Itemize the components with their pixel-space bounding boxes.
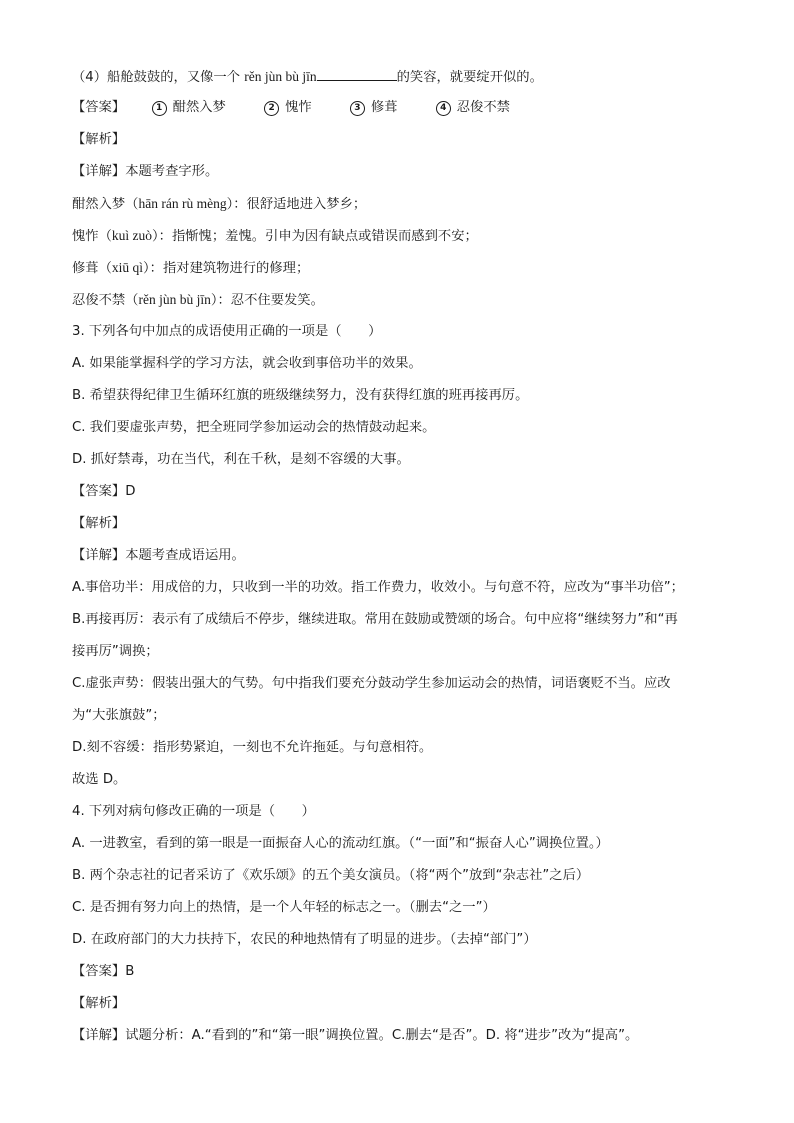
def-word: 忍俊不禁（ (72, 293, 139, 308)
def-word: 愧怍（ (72, 229, 112, 244)
q2-def-4 (72, 290, 754, 311)
q4-option-c: C. 是否拥有努力向上的热情，是一个人年轻的标志之一。（删去“之一”） (72, 900, 496, 915)
q2-def-2 (72, 226, 754, 247)
q3-option-b: B. 希望获得纪律卫生循环红旗的班级继续努力，没有获得红旗的班再接再厉。 (72, 388, 529, 403)
q2-def-1 (72, 194, 754, 215)
q4-option-d: D. 在政府部门的大力扶持下，农民的种地热情有了明显的进步。（去掉“部门”） (72, 932, 537, 947)
answer-item-3 (350, 98, 398, 118)
def-rest: ）：忍不住要发笑。 (210, 293, 324, 308)
q3-analysis-line: B.再接再厉：表示有了成绩后不停步，继续进取。常用在鼓励或赞颂的场合。句中应将“继续努力”和“再 (72, 612, 678, 627)
q2-item4-post: 的笑容，就要绽开似的。 (396, 70, 543, 85)
q4-detail (72, 1026, 754, 1046)
q2-analysis-label: 【解析】 (72, 132, 126, 147)
q4-option-b: B. 两个杂志社的记者采访了《欢乐颂》的五个美女演员。（将“两个”放到“杂志社”之后） (72, 868, 590, 883)
circled-number-4: 4 (436, 101, 451, 116)
q2-item4-pre: （4）船舱鼓鼓的，又像一个 (72, 70, 245, 85)
q4-stem: 4. 下列对病句修改正确的一项是（ ） (72, 804, 315, 819)
def-pinyin: hān rán rù mèng (138, 196, 227, 211)
answer-text: 忍俊不禁 (456, 100, 510, 115)
q3-analysis-line: C.虚张声势：假装出强大的气势。句中指我们要充分鼓动学生参加运动会的热情，词语褒贬不当。应改 (72, 676, 671, 691)
q3-detail (72, 546, 754, 566)
def-word: 修葺（ (72, 261, 112, 276)
def-pinyin: kuì zuò (111, 228, 153, 243)
q3-option-a: A. 如果能掌握科学的学习方法，就会收到事倍功半的效果。 (72, 356, 422, 371)
def-rest: ）：指对建筑物进行的修理； (143, 261, 310, 276)
detail-text: 试题分析：A.“看到的”和“第一眼”调换位置。C.删去“是否”。D. 将“进步”改为“提高”。 (125, 1028, 639, 1043)
detail-text: 本题考查成语运用。 (125, 548, 245, 563)
q3-analysis-line: A.事倍功半：用成倍的力，只收到一半的功效。指工作费力，收效小。与句意不符，应改为“事半功倍”； (72, 580, 684, 595)
q4-analysis-label: 【解析】 (72, 996, 126, 1011)
circled-number-2: 2 (264, 101, 279, 116)
detail-label: 【详解】 (72, 548, 126, 563)
answer-value: D (125, 484, 136, 499)
q2-detail (72, 162, 754, 182)
detail-label: 【详解】 (72, 164, 126, 179)
answer-text: 愧怍 (285, 100, 312, 115)
circled-number-1: 1 (152, 101, 167, 116)
answer-item-2 (264, 98, 312, 118)
q2-item4-pinyin: rěn jùn bù jīn (244, 69, 317, 84)
answer-label: 【答案】 (72, 964, 126, 979)
def-rest: ）：指惭愧；羞愧。引申为因有缺点或错误而感到不安； (152, 229, 478, 244)
def-rest: ）：很舒适地进入梦乡； (226, 197, 367, 212)
q3-analysis-line: 接再厉”调换； (72, 644, 159, 659)
def-word: 酣然入梦（ (72, 197, 139, 212)
answer-value: B (125, 964, 135, 979)
q2-item4 (72, 66, 754, 88)
answer-text: 酣然入梦 (172, 100, 226, 115)
answer-label: 【答案】 (72, 100, 126, 115)
answer-item-1 (152, 98, 226, 118)
q3-option-d: D. 抓好禁毒，功在当代，利在千秋，是刻不容缓的大事。 (72, 452, 410, 467)
def-pinyin: rěn jùn bù jīn (138, 292, 211, 307)
q3-analysis-label: 【解析】 (72, 516, 126, 531)
q4-answer (72, 962, 754, 982)
q3-option-c: C. 我们要虚张声势，把全班同学参加运动会的热情鼓动起来。 (72, 420, 436, 435)
q3-analysis-line: D.刻不容缓：指形势紧迫，一刻也不允许拖延。与句意相符。 (72, 740, 433, 755)
q3-answer (72, 482, 754, 502)
answer-item-4 (436, 98, 510, 118)
answer-label: 【答案】 (72, 484, 126, 499)
q2-def-3 (72, 258, 754, 279)
circled-number-3: 3 (350, 101, 365, 116)
answer-text: 修葺 (370, 100, 398, 115)
detail-label: 【详解】 (72, 1028, 126, 1043)
q2-answer-line (72, 98, 754, 118)
q3-analysis-line: 为“大张旗鼓”； (72, 708, 166, 723)
q3-stem: 3. 下列各句中加点的成语使用正确的一项是（ ） (72, 324, 382, 339)
fill-blank (317, 66, 397, 81)
def-pinyin: xiū qì (111, 260, 144, 275)
q3-conclusion: 故选 D。 (72, 772, 127, 787)
q4-option-a: A. 一进教室，看到的第一眼是一面振奋人心的流动红旗。（“一面”和“振奋人心”调换位置。） (72, 836, 609, 851)
detail-text: 本题考查字形。 (125, 164, 219, 179)
